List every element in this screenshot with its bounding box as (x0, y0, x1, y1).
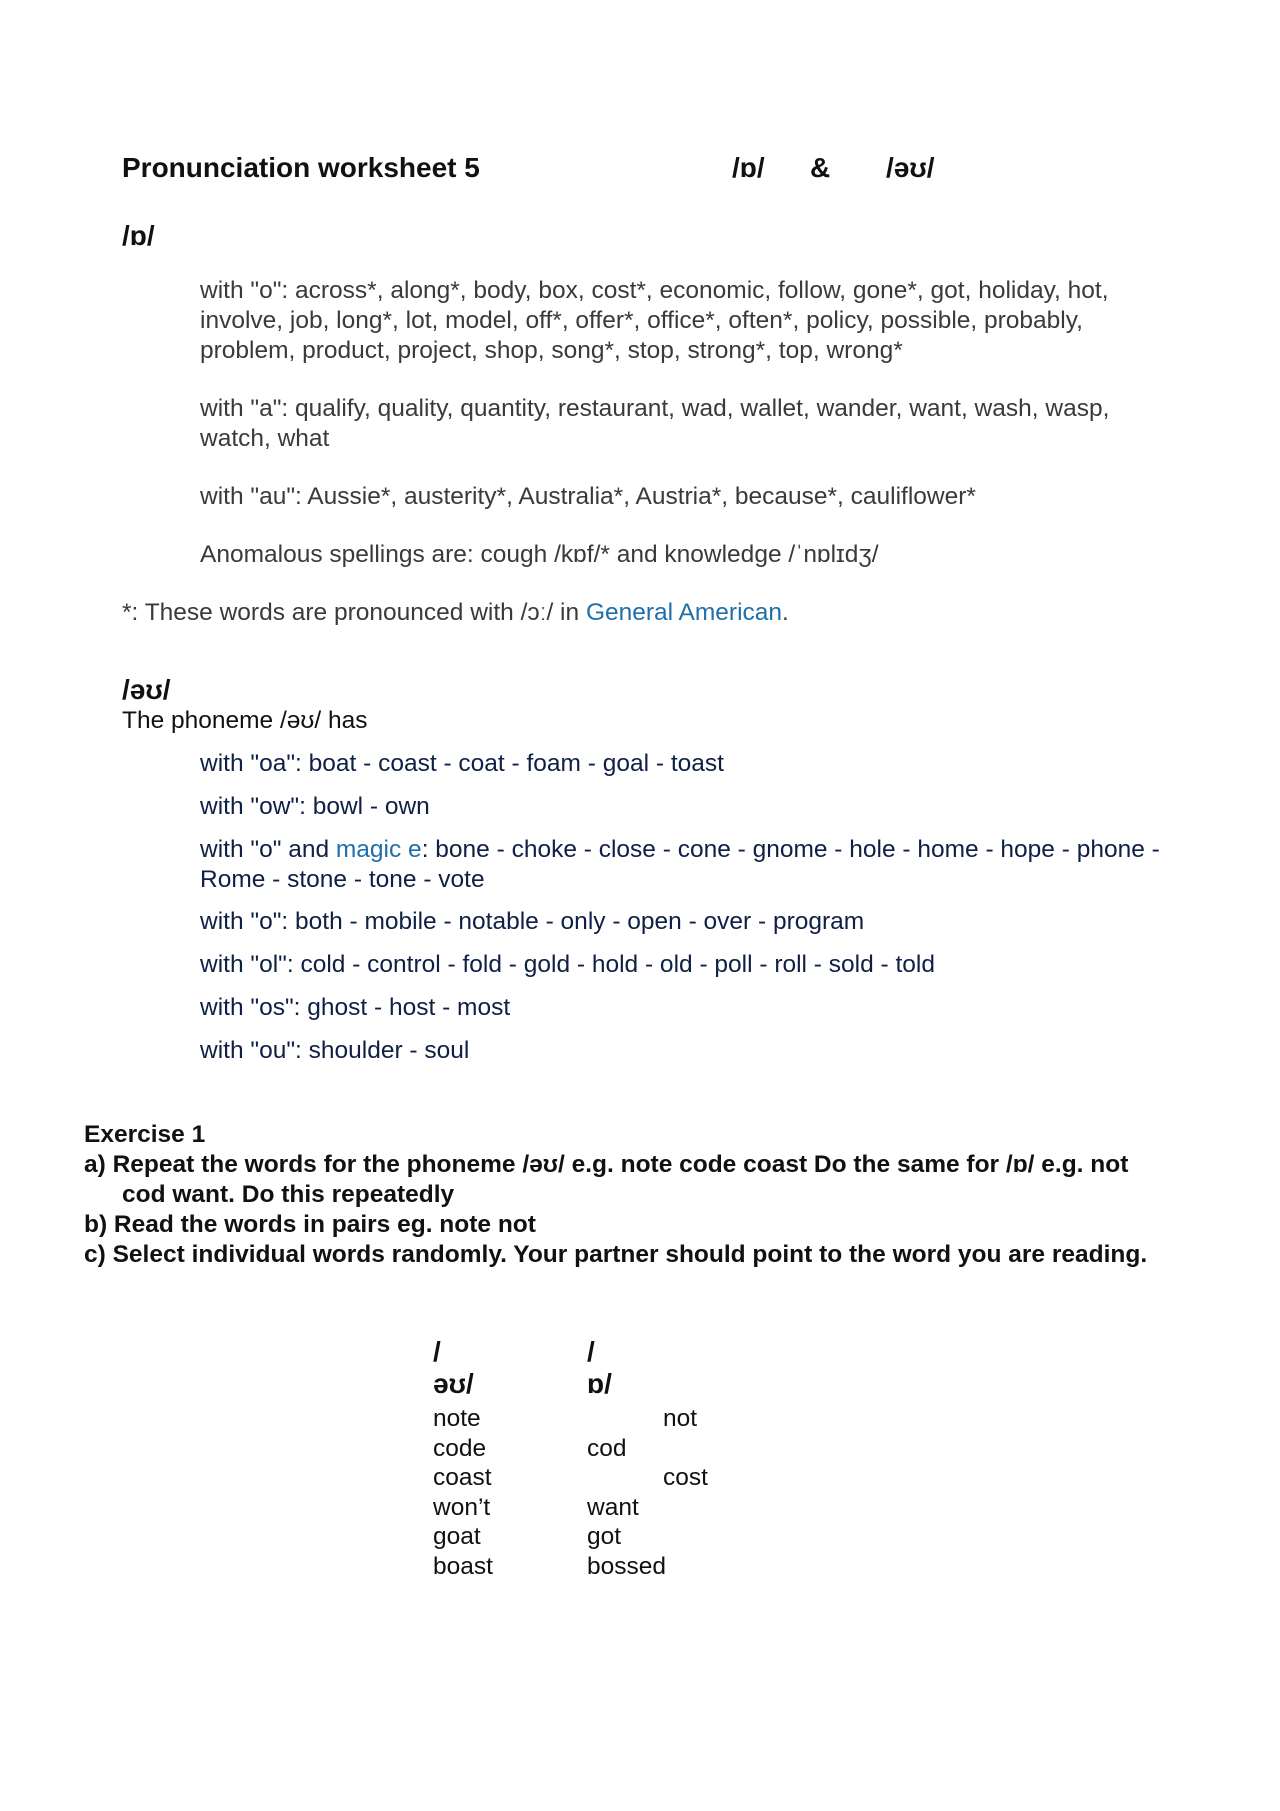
title-phoneme-o: /ɒ/ (732, 152, 765, 183)
ou-intro: The phoneme /əʊ/ has (122, 707, 368, 734)
general-american-link[interactable]: General American (585, 599, 783, 626)
ou-spelling-with-ow: with "ow": bowl - own (200, 793, 430, 820)
pairs-head-ou: /əʊ/ (433, 1336, 474, 1399)
o-spelling-with-a: with "a": qualify, quality, quantity, restaurant, wad, wallet, wander, want, wash, wasp, watch, what (200, 395, 1110, 452)
pair-word-ou: won’t (433, 1493, 491, 1521)
pair-word-ou: note (433, 1405, 481, 1432)
pair-word-ou: coast (433, 1464, 492, 1491)
title-ampersand: & (810, 152, 831, 183)
pairs-column-ou (433, 1404, 573, 1581)
ou-spelling-with-o: with "o": both - mobile - notable - only - open - over - program (200, 908, 865, 935)
o-spelling-with-o: with "o": across*, along*, body, box, cost*, economic, follow, gone*, got, holiday, hot, involve, job, long*, lot, model, off*, offer*, office*, often*, policy, possible, probably, problem, product, project, shop, song*, stop, strong*, top, wrong* (200, 277, 1109, 364)
pair-word-ou: code (433, 1434, 487, 1462)
magic-e-prefix: with "o" and (200, 836, 336, 863)
section-heading-o: /ɒ/ (122, 220, 155, 251)
o-spelling-with-au: with "au": Aussie*, austerity*, Australia*, Austria*, because*, cauliflower* (200, 483, 976, 510)
footnote-end: . (782, 599, 789, 626)
ou-spelling-with-o-magic-e (200, 835, 1160, 895)
footnote-text: *: These words are pronounced with /ɔː/ in (122, 599, 586, 626)
ou-spelling-with-os: with "os": ghost - host - most (200, 994, 511, 1021)
pair-word-o: want (587, 1493, 639, 1521)
title-row (122, 152, 1022, 192)
pairs-head-o: /ɒ/ (587, 1336, 612, 1399)
title-phoneme-ou: /əʊ/ (886, 152, 935, 183)
pair-word-o: bossed (587, 1552, 667, 1580)
magic-e-words: : bone - choke - close - cone - gnome - hole - home - hope - phone - Rome - stone - tone - vote (200, 836, 1160, 893)
pair-word-o: cod (587, 1434, 627, 1462)
magic-e-link[interactable]: magic e (335, 836, 422, 863)
pair-word-o: got (587, 1523, 622, 1550)
o-anomalous-spellings: Anomalous spellings are: cough /kɒf/* and knowledge /ˈnɒlɪdʒ/ (200, 541, 879, 568)
ou-spelling-with-ou: with "ou": shoulder - soul (200, 1037, 470, 1064)
page-title: Pronunciation worksheet 5 (122, 152, 480, 183)
pair-word-ou: boast (433, 1552, 493, 1580)
ou-spelling-with-ol: with "ol": cold - control - fold - gold - hold - old - poll - roll - sold - told (200, 951, 935, 978)
pairs-column-o (587, 1404, 747, 1581)
exercise-block (84, 1120, 1164, 1270)
exercise-item-b: b) Read the words in pairs eg. note not (84, 1211, 536, 1238)
pair-word-ou: goat (433, 1523, 481, 1550)
exercise-item-a: a) Repeat the words for the phoneme /əʊ/ e.g. note code coast Do the same for /ɒ/ e.g. not cod want. Do this repeatedly (84, 1151, 1129, 1208)
pair-word-o: not (663, 1405, 698, 1432)
section-heading-ou: /əʊ/ (122, 674, 171, 705)
pair-word-o: cost (663, 1464, 708, 1491)
exercise-item-c: c) Select individual words randomly. Your partner should point to the word you are reading. (84, 1241, 1148, 1268)
footnote (122, 598, 1122, 628)
exercise-heading: Exercise 1 (84, 1121, 206, 1148)
ou-spelling-with-oa: with "oa": boat - coast - coat - foam - goal - toast (200, 750, 724, 777)
